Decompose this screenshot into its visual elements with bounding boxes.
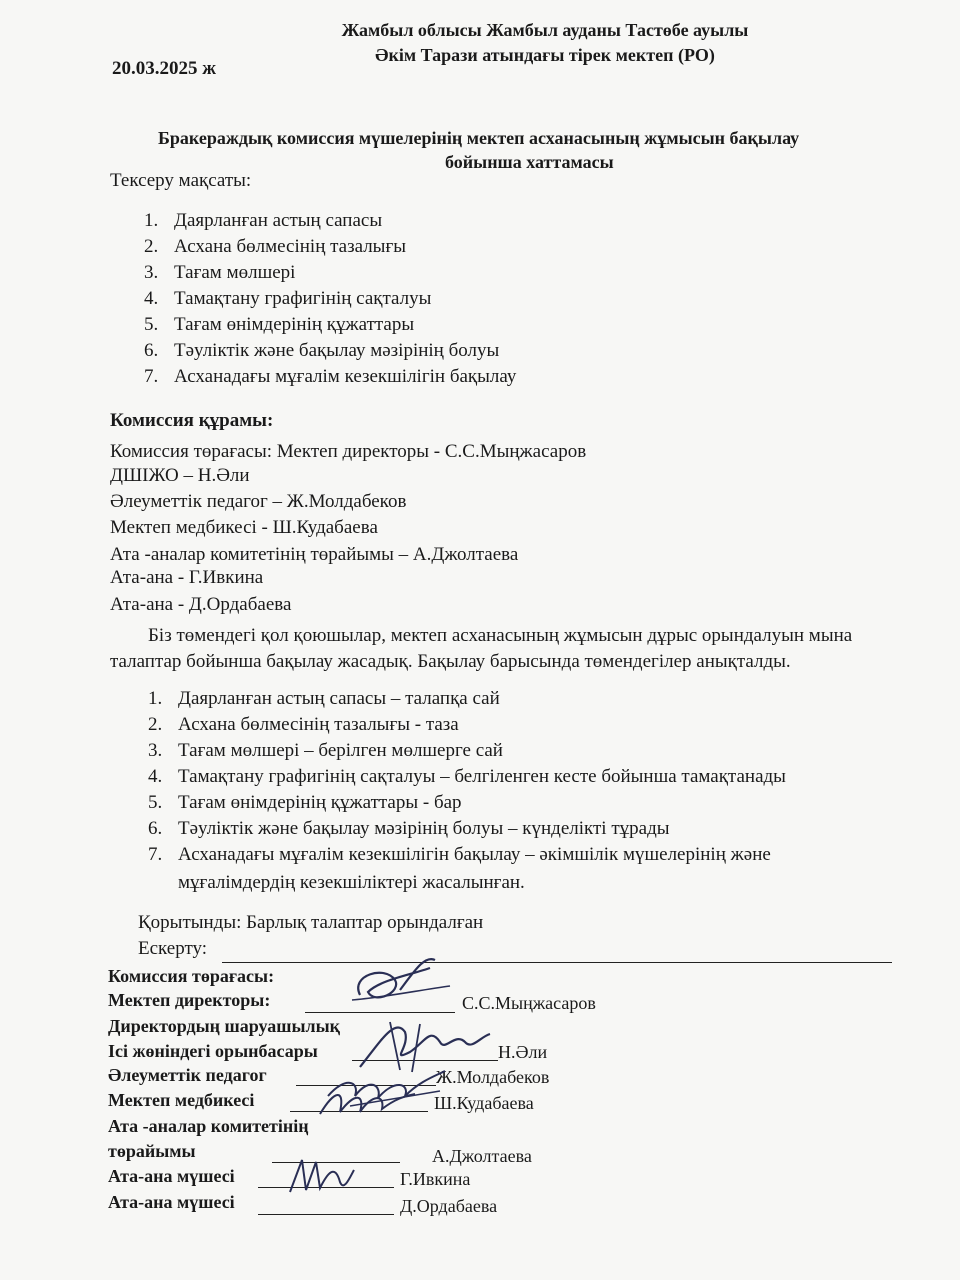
sig-parent1-name: Г.Ивкина xyxy=(400,1169,471,1189)
list-item: 4. Тамақтану графигінің сақталуы xyxy=(144,288,432,309)
header-line-1: Жамбыл облысы Жамбыл ауданы Тастөбе ауылы xyxy=(341,20,749,40)
list-item: 6. Тәуліктік және бақылау мәзірінің болуы – күнделікті тұрады xyxy=(148,818,670,839)
sig-parent1-label: Ата-ана мүшесі xyxy=(108,1166,235,1186)
commission-member: Мектеп медбикесі - Ш.Кудабаева xyxy=(110,517,378,538)
title-line-1: Бракераждық комиссия мүшелерінің мектеп асханасының жұмысын бақылау xyxy=(158,128,800,148)
paragraph-line-1: Біз төмендегі қол қоюшылар, мектеп асханасының жұмысын дұрыс орындалуын мына xyxy=(148,625,853,646)
note-label: Ескерту: xyxy=(138,938,208,959)
sig-deputy-label-2: Ісі жөніндегі орынбасары xyxy=(108,1041,318,1061)
commission-member: Комиссия төрағасы: Мектеп директоры - С.С.Мыңжасаров xyxy=(110,441,587,462)
list-item: 6. Тәуліктік және бақылау мәзірінің болуы xyxy=(144,340,500,361)
sig-parent2-name: Д.Ордабаева xyxy=(400,1196,498,1216)
findings-continuation: мұғалімдердің кезекшіліктері жасалынған. xyxy=(178,872,525,893)
list-item: 7. Асханадағы мұғалім кезекшілігін бақылау xyxy=(144,366,517,387)
sig-line xyxy=(258,1214,394,1215)
list-item: 3. Тағам мөлшері – берілген мөлшерге сай xyxy=(148,740,503,761)
list-item: 1. Даярланған астың сапасы xyxy=(144,210,383,231)
header-line-2: Әкім Тарази атындағы тірек мектеп (РО) xyxy=(375,45,715,65)
document-date: 20.03.2025 ж xyxy=(112,58,217,79)
sig-social-name: Ж.Молдабеков xyxy=(436,1067,550,1087)
title-line-2: бойынша хаттамасы xyxy=(445,152,614,172)
sig-nurse-label: Мектеп медбикесі xyxy=(108,1090,255,1110)
sig-deputy-label-1: Директордың шаруашылық xyxy=(108,1016,341,1036)
sig-social-label: Әлеуметтік педагог xyxy=(108,1065,267,1085)
findings-list xyxy=(148,686,786,868)
handwritten-signature-director xyxy=(340,950,460,1020)
sig-parents-label-1: Ата -аналар комитетінің xyxy=(108,1116,309,1136)
list-item: 1. Даярланған астың сапасы – талапқа сай xyxy=(148,688,500,709)
handwritten-signature-nurse xyxy=(310,1084,420,1124)
commission-member: Ата-ана - Г.Ивкина xyxy=(110,567,264,588)
commission-heading: Комиссия құрамы: xyxy=(110,410,274,431)
sig-director-name: С.С.Мыңжасаров xyxy=(462,993,596,1013)
list-item: 2. Асхана бөлмесінің тазалығы - таза xyxy=(148,714,459,735)
purpose-label: Тексеру мақсаты: xyxy=(110,170,252,191)
sig-parents-name: А.Джолтаева xyxy=(432,1146,532,1166)
list-item: 3. Тағам мөлшері xyxy=(144,262,296,283)
commission-member: Ата -аналар комитетінің төрайымы – А.Джолтаева xyxy=(110,544,519,565)
note-line xyxy=(222,962,892,963)
paragraph-line-2: талаптар бойынша бақылау жасадық. Бақылау барысында төмендегілер анықталды. xyxy=(110,651,791,672)
conclusion: Қорытынды: Барлық талаптар орындалған xyxy=(138,912,484,933)
commission-member: Әлеуметтік педагог – Ж.Молдабеков xyxy=(110,491,407,512)
commission-member: Ата-ана - Д.Ордабаева xyxy=(110,594,292,615)
list-item: 2. Асхана бөлмесінің тазалығы xyxy=(144,236,406,257)
sig-nurse-name: Ш.Кудабаева xyxy=(434,1093,534,1113)
sig-parent2-label: Ата-ана мүшесі xyxy=(108,1192,235,1212)
list-item: 5. Тағам өнімдерінің құжаттары xyxy=(144,314,415,335)
handwritten-signature-parent1 xyxy=(280,1152,360,1197)
purpose-list xyxy=(144,208,516,390)
list-item: 4. Тамақтану графигінің сақталуы – белгіленген кесте бойынша тамақтанады xyxy=(148,766,786,787)
commission-member: ДШІЖО – Н.Әли xyxy=(110,465,250,486)
list-item: 7. Асханадағы мұғалім кезекшілігін бақылау – әкімшілік мүшелерінің және xyxy=(148,844,771,865)
sig-parents-label-2: төрайымы xyxy=(108,1141,196,1161)
sig-deputy-name: Н.Әли xyxy=(498,1042,548,1062)
list-item: 5. Тағам өнімдерінің құжаттары - бар xyxy=(148,792,462,813)
sig-director-label: Мектеп директоры: xyxy=(108,990,271,1010)
sig-chair-label: Комиссия төрағасы: xyxy=(108,966,275,986)
